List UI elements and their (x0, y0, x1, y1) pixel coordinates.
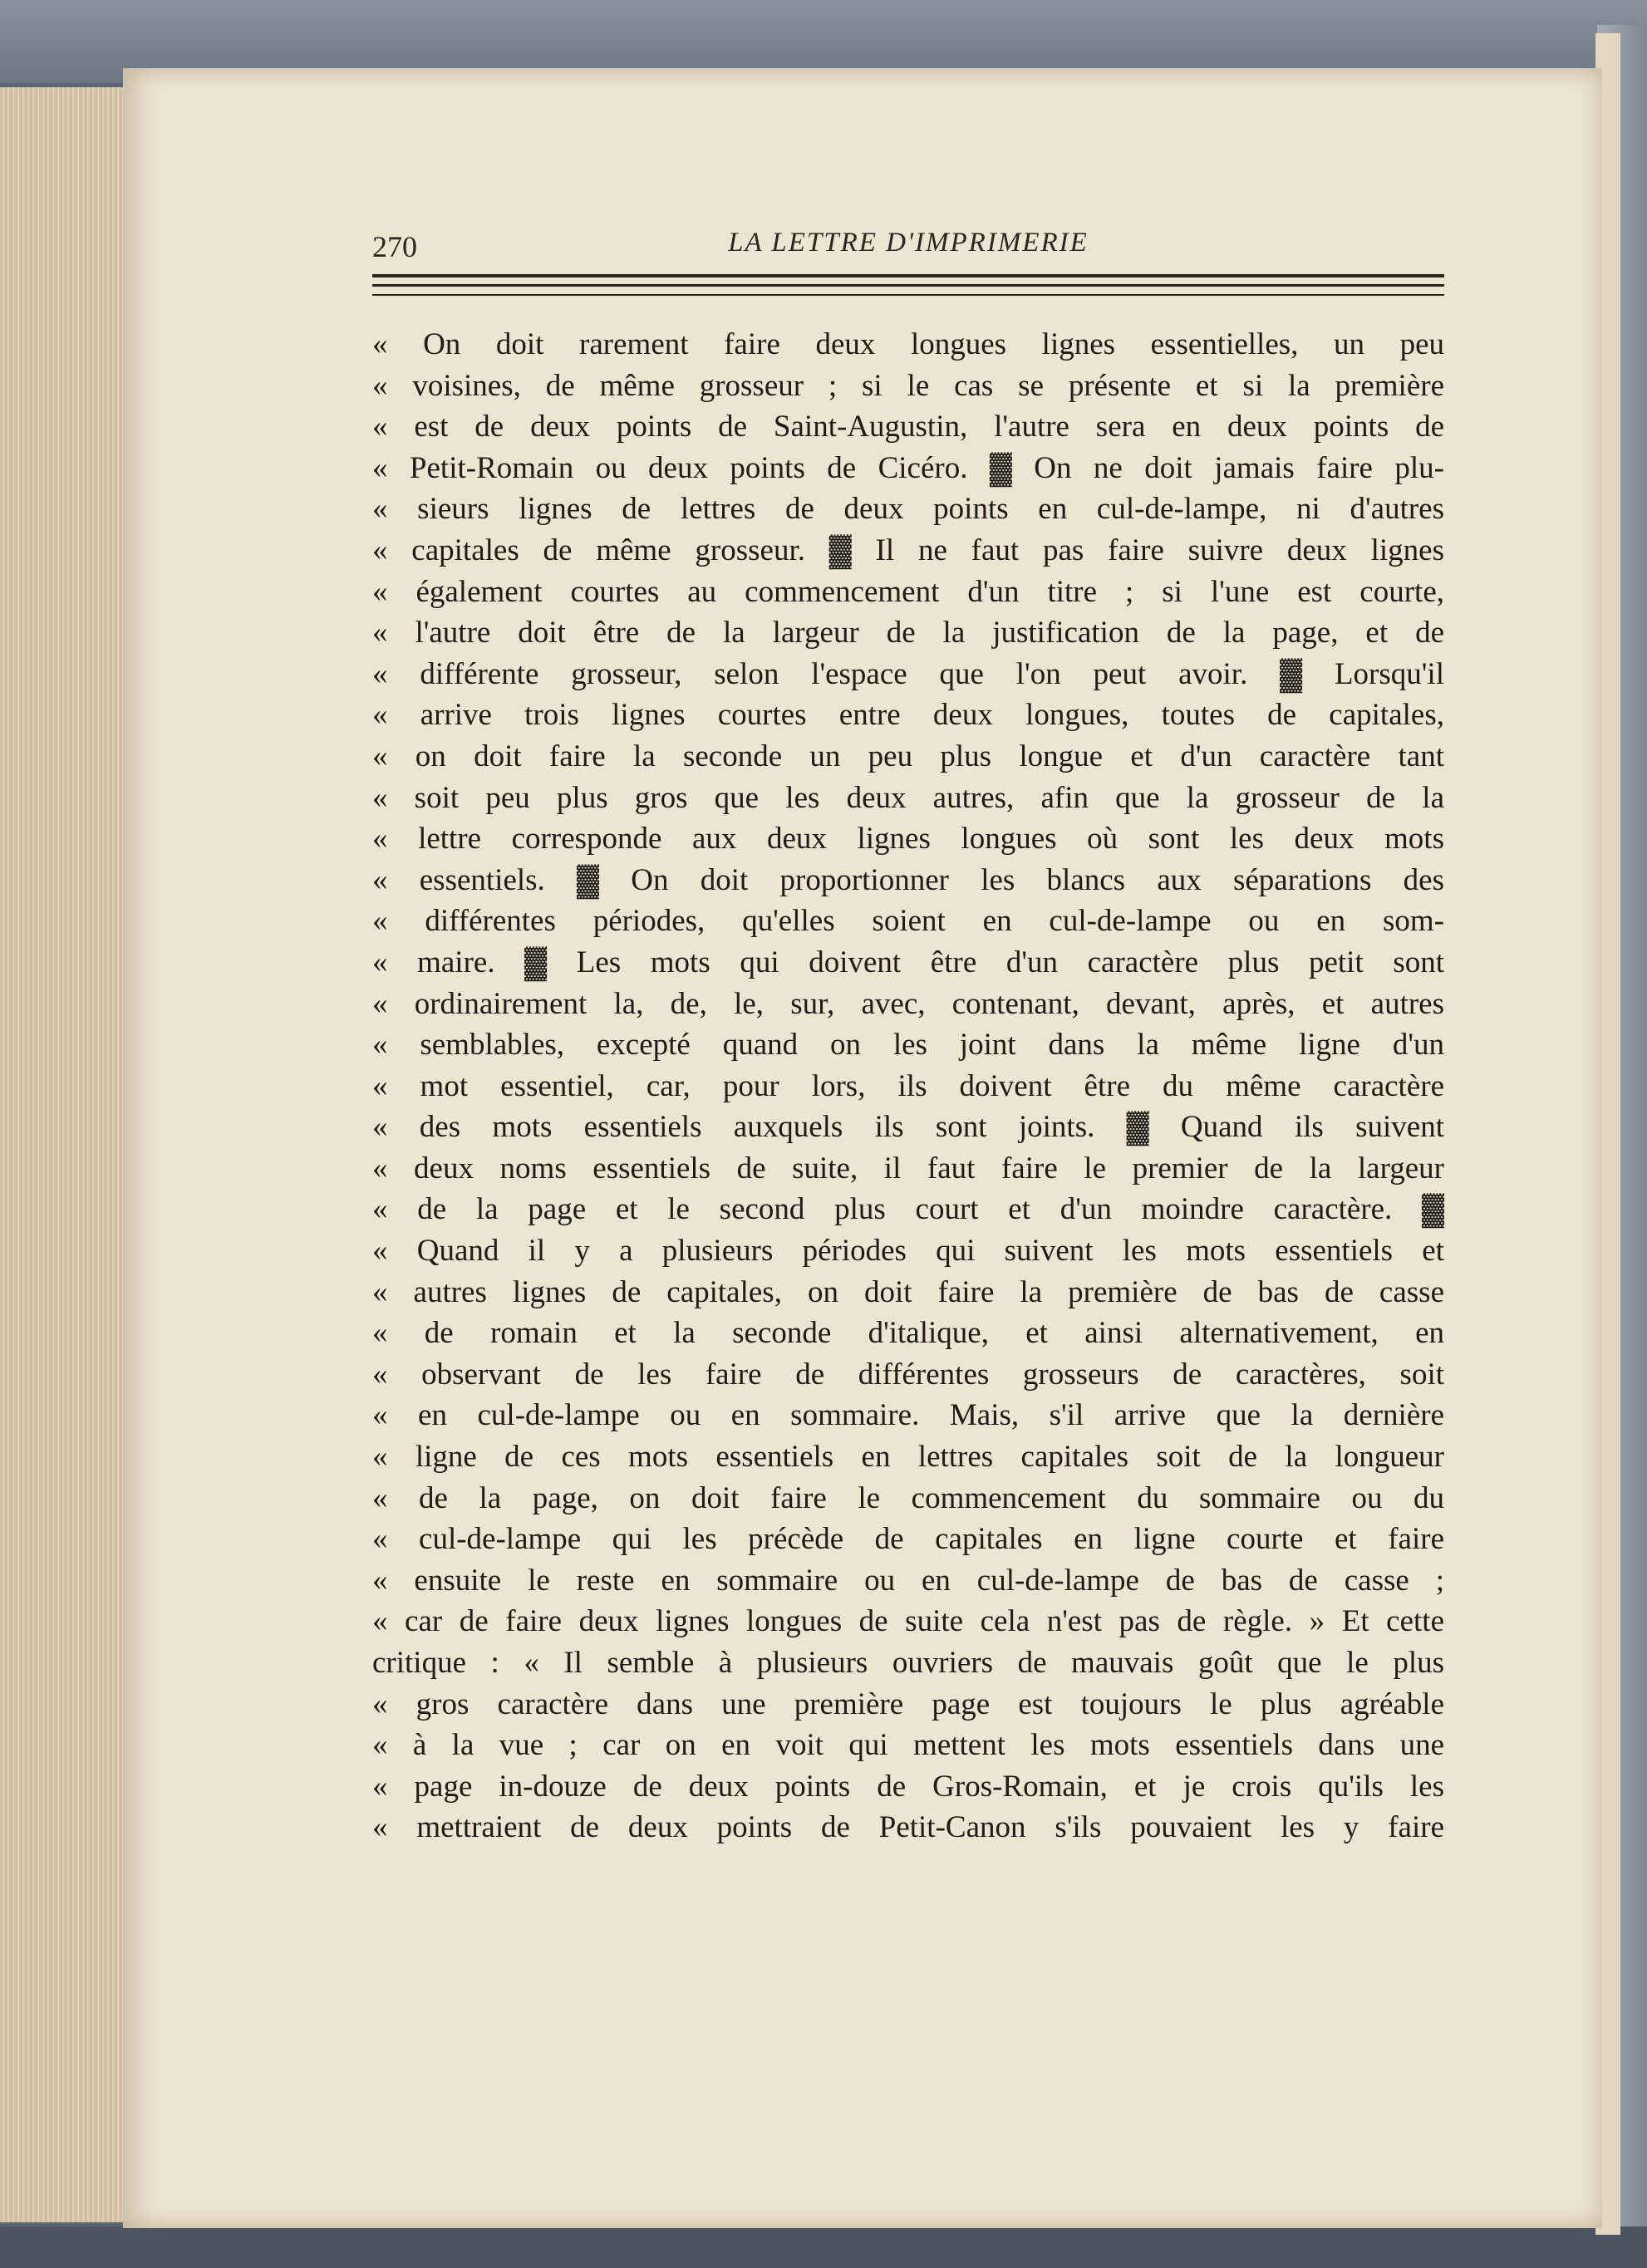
text-line: critique : « Il semble à plusieurs ouvriers de mauvais goût que le plus (372, 1646, 1444, 1680)
text-line: « car de faire deux lignes longues de suite cela n'est pas de règle. » Et cette (372, 1604, 1444, 1639)
text-line: « de la page et le second plus court et d'un moindre caractère. ▓ (372, 1192, 1444, 1227)
text-line: « arrive trois lignes courtes entre deux longues, toutes de capitales, (372, 698, 1444, 733)
text-line: « semblables, excepté quand on les joint dans la même ligne d'un (372, 1028, 1444, 1063)
text-line: « autres lignes de capitales, on doit faire la première de bas de casse (372, 1274, 1444, 1309)
text-line: « en cul-de-lampe ou en sommaire. Mais, s'il arrive que la dernière (372, 1398, 1444, 1433)
header-rule (372, 284, 1444, 287)
text-line: « lettre corresponde aux deux lignes longues où sont les deux mots (372, 822, 1444, 857)
text-line: « cul-de-lampe qui les précède de capitales en ligne courte et faire (372, 1522, 1444, 1557)
text-line: « différentes périodes, qu'elles soient en cul-de-lampe ou en som- (372, 904, 1444, 939)
text-line: « on doit faire la seconde un peu plus longue et d'un caractère tant (372, 739, 1444, 773)
text-line: « essentiels. ▓ On doit proportionner les blancs aux séparations des (372, 862, 1444, 897)
header-rule (372, 294, 1444, 296)
text-line: « ordinairement la, de, le, sur, avec, contenant, devant, après, et autres (372, 986, 1444, 1021)
text-line: « On doit rarement faire deux longues lignes essentielles, un peu (372, 327, 1444, 361)
text-line: « Petit-Romain ou deux points de Cicéro. ▓ On ne doit jamais faire plu- (372, 450, 1444, 485)
text-line: « de la page, on doit faire le commencement du sommaire ou du (372, 1480, 1444, 1515)
text-line: « observant de les faire de différentes grosseurs de caractères, soit (372, 1357, 1444, 1392)
text-line: « Quand il y a plusieurs périodes qui suivent les mots essentiels et (372, 1234, 1444, 1269)
header-rule (372, 274, 1444, 277)
text-line: « différente grosseur, selon l'espace que l'on peut avoir. ▓ Lorsqu'il (372, 656, 1444, 691)
text-line: « ensuite le reste en sommaire ou en cul-de-lampe de bas de casse ; (372, 1563, 1444, 1598)
page-header (372, 223, 1444, 264)
text-line: « capitales de même grosseur. ▓ Il ne faut pas faire suivre deux lignes (372, 533, 1444, 567)
text-line: « sieurs lignes de lettres de deux points en cul-de-lampe, ni d'autres (372, 492, 1444, 527)
text-line: « est de deux points de Saint-Augustin, l'autre sera en deux points de (372, 410, 1444, 444)
running-title: LA LETTRE D'IMPRIMERIE (728, 228, 1089, 258)
text-line: « soit peu plus gros que les deux autres, afin que la grosseur de la (372, 780, 1444, 815)
text-line: « des mots essentiels auxquels ils sont joints. ▓ Quand ils suivent (372, 1110, 1444, 1145)
text-line: « de romain et la seconde d'italique, et ainsi alternativement, en (372, 1316, 1444, 1351)
page-number: 270 (372, 230, 417, 263)
text-line: « à la vue ; car on en voit qui mettent les mots essentiels dans une (372, 1728, 1444, 1763)
text-line: « mot essentiel, car, pour lors, ils doivent être du même caractère (372, 1068, 1444, 1103)
body-text (372, 324, 1453, 1848)
book-cover-bottom (0, 2226, 1647, 2268)
text-line: « mettraient de deux points de Petit-Canon s'ils pouvaient les y faire (372, 1810, 1444, 1845)
text-line: « gros caractère dans une première page est toujours le plus agréable (372, 1686, 1444, 1721)
text-line: « ligne de ces mots essentiels en lettres capitales soit de la longueur (372, 1440, 1444, 1475)
text-line: « page in-douze de deux points de Gros-Romain, et je crois qu'ils les (372, 1769, 1444, 1804)
text-line: « maire. ▓ Les mots qui doivent être d'un caractère plus petit sont (372, 945, 1444, 979)
text-line: « l'autre doit être de la largeur de la justification de la page, et de (372, 616, 1444, 650)
text-line: « voisines, de même grosseur ; si le cas se présente et si la première (372, 368, 1444, 403)
page-stack-edges (0, 87, 133, 2222)
text-line: « deux noms essentiels de suite, il faut faire le premier de la largeur (372, 1151, 1444, 1186)
text-line: « également courtes au commencement d'un titre ; si l'une est courte, (372, 574, 1444, 609)
